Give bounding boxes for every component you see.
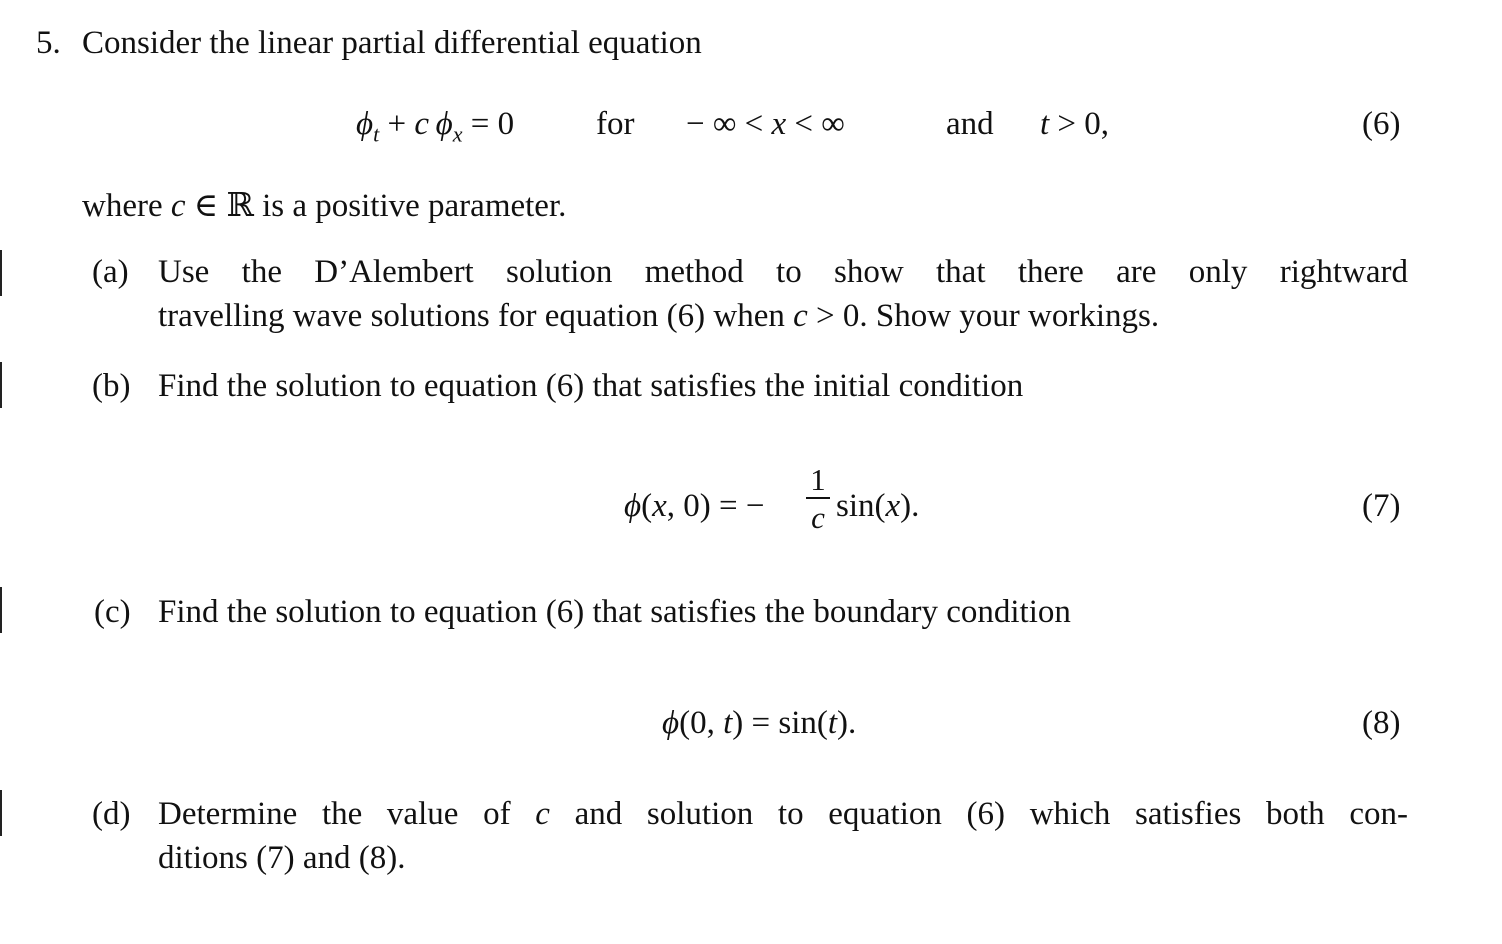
part-c-text: Find the solution to equation (6) that satisfies the boundary condition (158, 594, 1071, 630)
parameter-description: where c ∈ ℝ is a positive parameter. (82, 188, 567, 224)
part-a-line-1: Use the D’Alembert solution method to show that there are only rightward (158, 254, 1408, 290)
part-b-text: Find the solution to equation (6) that satisfies the initial condition (158, 368, 1024, 404)
part-b-label: (b) (92, 368, 131, 404)
change-bar-d (0, 790, 2, 836)
part-d-line-2: ditions (7) and (8). (158, 840, 406, 876)
equation-6-and: and (946, 106, 994, 142)
question-intro: Consider the linear partial differential equation (82, 25, 702, 61)
change-bar-c (0, 587, 2, 633)
change-bar-b (0, 362, 2, 408)
equation-7-lhs: ϕ(x, 0) = − (624, 488, 765, 524)
question-number: 5. (36, 25, 61, 61)
equation-7-tag: (7) (1362, 488, 1401, 524)
fraction-numerator: 1 (810, 462, 826, 497)
part-d-label: (d) (92, 796, 131, 832)
equation-6-condition: t > 0, (1040, 106, 1110, 142)
fraction-bar (806, 497, 830, 499)
equation-8-tag: (8) (1362, 705, 1401, 741)
part-c-label: (c) (94, 594, 131, 630)
change-bar-a (0, 250, 2, 296)
equation-6-lhs: $\phi_t + c$ $\phi_x = 0$ (356, 106, 515, 147)
equation-6-range: − ∞ < x < ∞ (686, 106, 845, 142)
equation-8: ϕ(0, t) = sin(t). (662, 705, 857, 741)
fraction-denominator: c (811, 500, 825, 535)
equation-6-tag: (6) (1362, 106, 1401, 142)
equation-6-for: for (596, 106, 635, 142)
part-d-line-1: Determine the value of c and solution to equation (6) which satisfies both con- (158, 796, 1408, 832)
part-a-line-2: travelling wave solutions for equation (6) when c > 0. Show your workings. (158, 298, 1160, 334)
equation-7-rhs: sin(x). (836, 488, 920, 524)
equation-7-fraction (806, 464, 830, 533)
part-a-label: (a) (92, 254, 129, 290)
